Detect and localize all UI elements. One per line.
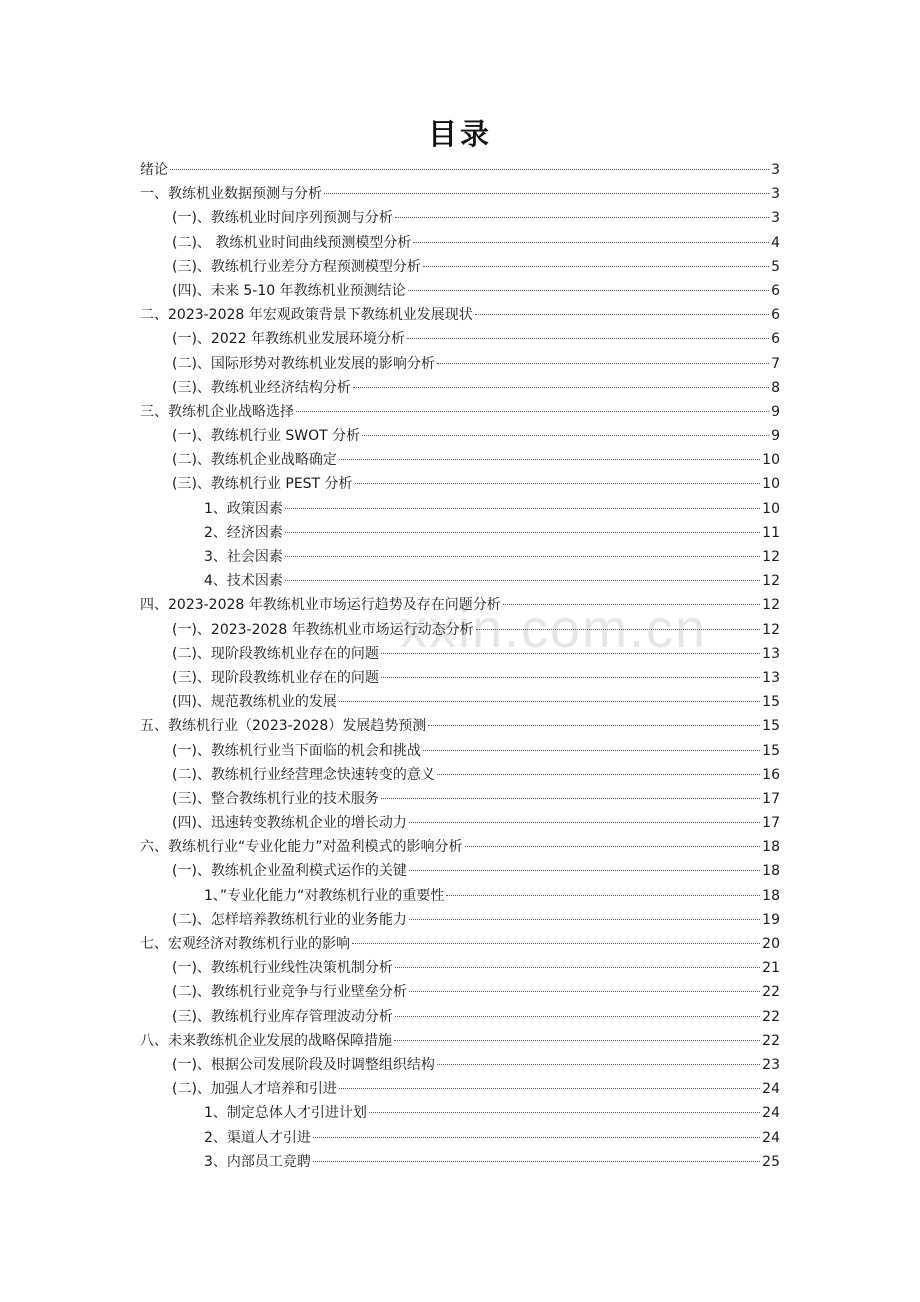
toc-page-number: 13 bbox=[762, 669, 780, 686]
toc-entry-text: 三、教练机企业战略选择 bbox=[140, 403, 294, 420]
toc-dot-leader bbox=[395, 217, 769, 218]
toc-page-number: 6 bbox=[771, 282, 780, 299]
toc-page-number: 18 bbox=[762, 887, 780, 904]
toc-entry-text: 4、技术因素 bbox=[204, 573, 283, 590]
toc-entry-text: (三)、整合教练机行业的技术服务 bbox=[172, 790, 379, 807]
toc-dot-leader bbox=[313, 1161, 760, 1162]
toc-entry-text: 2、经济因素 bbox=[204, 524, 283, 541]
toc-entry-text: (一)、2023-2028 年教练机业市场运行动态分析 bbox=[172, 621, 474, 638]
toc-list bbox=[140, 158, 780, 1174]
toc-dot-leader bbox=[413, 242, 769, 243]
toc-entry-text: 七、宏观经济对教练机行业的影响 bbox=[140, 936, 350, 952]
toc-entry-text: 六、教练机行业“专业化能力”对盈利模式的影响分析 bbox=[140, 839, 463, 856]
toc-page-number: 3 bbox=[771, 210, 780, 227]
toc-dot-leader bbox=[503, 604, 760, 605]
toc-entry-text: (一)、教练机行业当下面临的机会和挑战 bbox=[172, 742, 421, 759]
toc-entry-text: (四)、迅速转变教练机企业的增长动力 bbox=[172, 815, 407, 832]
toc-entry-text: 3、内部员工竞聘 bbox=[204, 1153, 311, 1170]
toc-dot-leader bbox=[339, 459, 760, 460]
toc-entry[interactable] bbox=[140, 424, 780, 448]
toc-entry[interactable] bbox=[140, 1150, 780, 1174]
toc-dot-leader bbox=[407, 338, 769, 339]
toc-dot-leader bbox=[408, 290, 769, 291]
toc-dot-leader bbox=[395, 1016, 760, 1017]
toc-page-number: 15 bbox=[762, 718, 780, 735]
toc-entry-text: 2、渠道人才引进 bbox=[204, 1129, 311, 1146]
toc-entry-text: 绪论 bbox=[140, 162, 168, 178]
toc-entry[interactable] bbox=[140, 618, 780, 642]
toc-entry[interactable] bbox=[140, 231, 780, 255]
toc-entry-text: (二)、教练机行业竞争与行业壁垒分析 bbox=[172, 984, 407, 1001]
toc-dot-leader bbox=[362, 435, 769, 436]
toc-entry[interactable] bbox=[140, 811, 780, 835]
toc-entry[interactable] bbox=[140, 1005, 780, 1029]
toc-entry-text: (三)、教练机业经济结构分析 bbox=[172, 379, 351, 396]
toc-entry[interactable] bbox=[140, 158, 780, 182]
toc-page-number: 6 bbox=[771, 307, 780, 324]
toc-dot-leader bbox=[437, 774, 760, 775]
toc-entry[interactable] bbox=[140, 497, 780, 521]
toc-dot-leader bbox=[428, 725, 760, 726]
toc-entry[interactable] bbox=[140, 666, 780, 690]
toc-entry[interactable] bbox=[140, 448, 780, 472]
toc-entry[interactable] bbox=[140, 859, 780, 883]
toc-entry[interactable] bbox=[140, 303, 780, 327]
toc-dot-leader bbox=[369, 1112, 760, 1113]
toc-page-number: 8 bbox=[771, 379, 780, 396]
toc-page-number: 17 bbox=[762, 815, 780, 832]
toc-dot-leader bbox=[285, 508, 760, 509]
toc-entry[interactable] bbox=[140, 835, 780, 859]
toc-entry[interactable] bbox=[140, 932, 780, 956]
toc-page-number: 12 bbox=[762, 597, 780, 614]
toc-page-number: 20 bbox=[762, 936, 780, 952]
toc-entry-text: (一)、教练机行业 SWOT 分析 bbox=[172, 428, 361, 445]
toc-dot-leader bbox=[339, 701, 760, 702]
toc-page-number: 18 bbox=[762, 839, 780, 856]
toc-dot-leader bbox=[465, 846, 761, 847]
toc-page-number: 24 bbox=[762, 1081, 780, 1098]
toc-entry-text: (一)、教练机企业盈利模式运作的关键 bbox=[172, 863, 407, 880]
toc-page-number: 5 bbox=[771, 258, 780, 275]
toc-entry-text: 五、教练机行业（2023-2028）发展趋势预测 bbox=[140, 718, 427, 735]
toc-entry-text: 二、2023-2028 年宏观政策背景下教练机业发展现状 bbox=[140, 307, 473, 324]
toc-page-number: 13 bbox=[762, 645, 780, 662]
toc-page-number: 12 bbox=[762, 621, 780, 638]
toc-page-number: 18 bbox=[762, 863, 780, 880]
toc-entry[interactable] bbox=[140, 182, 780, 206]
toc-page-number: 7 bbox=[771, 355, 780, 372]
toc-entry[interactable] bbox=[140, 327, 780, 351]
toc-entry-text: (四)、规范教练机业的发展 bbox=[172, 694, 337, 711]
toc-dot-leader bbox=[395, 967, 760, 968]
toc-entry[interactable] bbox=[140, 956, 780, 980]
toc-page-number: 6 bbox=[771, 331, 780, 348]
toc-dot-leader bbox=[285, 580, 760, 581]
watermark-text: xxin.com.cn bbox=[400, 599, 708, 659]
toc-entry[interactable] bbox=[140, 980, 780, 1004]
toc-dot-leader bbox=[285, 532, 760, 533]
toc-entry-text: (三)、教练机行业差分方程预测模型分析 bbox=[172, 258, 421, 275]
toc-dot-leader bbox=[296, 411, 769, 412]
toc-entry[interactable] bbox=[140, 521, 780, 545]
toc-dot-leader bbox=[409, 822, 760, 823]
toc-page-number: 10 bbox=[762, 500, 780, 517]
toc-entry[interactable] bbox=[140, 472, 780, 496]
toc-entry-text: (二)、教练机行业经营理念快速转变的意义 bbox=[172, 766, 435, 783]
toc-page-number: 3 bbox=[771, 186, 780, 203]
toc-entry[interactable] bbox=[140, 569, 780, 593]
toc-page-number: 22 bbox=[762, 984, 780, 1001]
toc-dot-leader bbox=[423, 750, 760, 751]
toc-entry-text: (二)、现阶段教练机业存在的问题 bbox=[172, 645, 379, 662]
toc-page-number: 4 bbox=[771, 234, 780, 251]
toc-entry-text: 1、”专业化能力“对教练机行业的重要性 bbox=[204, 887, 445, 904]
toc-entry[interactable] bbox=[140, 206, 780, 230]
toc-entry-text: 一、教练机业数据预测与分析 bbox=[140, 186, 322, 203]
toc-entry[interactable] bbox=[140, 545, 780, 569]
toc-entry-text: 八、未来教练机企业发展的战略保障措施 bbox=[140, 1032, 392, 1049]
toc-entry-text: 1、政策因素 bbox=[204, 500, 283, 517]
toc-dot-leader bbox=[437, 363, 769, 364]
toc-page-number: 22 bbox=[762, 1008, 780, 1025]
toc-page-number: 21 bbox=[762, 960, 780, 977]
toc-page-number: 25 bbox=[762, 1153, 780, 1170]
toc-dot-leader bbox=[381, 798, 760, 799]
toc-dot-leader bbox=[353, 387, 769, 388]
toc-dot-leader bbox=[409, 870, 760, 871]
toc-entry[interactable] bbox=[140, 763, 780, 787]
toc-entry-text: (四)、未来 5-10 年教练机业预测结论 bbox=[172, 282, 406, 299]
toc-page-number: 22 bbox=[762, 1032, 780, 1049]
toc-title: 目录 bbox=[427, 117, 492, 151]
toc-dot-leader bbox=[324, 193, 769, 194]
toc-entry[interactable] bbox=[140, 1053, 780, 1077]
toc-entry-text: (二)、怎样培养教练机行业的业务能力 bbox=[172, 911, 407, 928]
toc-entry-text: (三)、教练机行业库存管理波动分析 bbox=[172, 1008, 393, 1025]
toc-entry[interactable] bbox=[140, 908, 780, 932]
toc-page-number: 24 bbox=[762, 1105, 780, 1122]
toc-dot-leader bbox=[381, 677, 760, 678]
toc-page-number: 15 bbox=[762, 694, 780, 711]
toc-entry-text: 3、社会因素 bbox=[204, 549, 283, 565]
toc-page-number: 11 bbox=[762, 524, 780, 541]
toc-entry[interactable] bbox=[140, 714, 780, 738]
toc-entry[interactable] bbox=[140, 884, 780, 908]
toc-entry-text: (一)、2022 年教练机业发展环境分析 bbox=[172, 331, 406, 348]
toc-dot-leader bbox=[339, 1088, 760, 1089]
toc-dot-leader bbox=[313, 1137, 760, 1138]
toc-entry-text: (一)、教练机行业线性决策机制分析 bbox=[172, 960, 393, 977]
toc-dot-leader bbox=[446, 895, 760, 896]
toc-dot-leader bbox=[409, 919, 760, 920]
toc-entry[interactable] bbox=[140, 1101, 780, 1125]
toc-dot-leader bbox=[476, 629, 760, 630]
toc-entry-text: (三)、现阶段教练机业存在的问题 bbox=[172, 669, 379, 686]
toc-entry[interactable] bbox=[140, 593, 780, 617]
toc-entry[interactable] bbox=[140, 255, 780, 279]
toc-page-number: 23 bbox=[762, 1056, 780, 1073]
toc-entry-text: (三)、教练机行业 PEST 分析 bbox=[172, 476, 353, 493]
toc-entry-text: (二)、国际形势对教练机业发展的影响分析 bbox=[172, 355, 435, 372]
toc-entry-text: 1、制定总体人才引进计划 bbox=[204, 1105, 367, 1122]
toc-entry[interactable] bbox=[140, 642, 780, 666]
toc-dot-leader bbox=[409, 991, 760, 992]
toc-entry-text: (二)、 教练机业时间曲线预测模型分析 bbox=[172, 234, 412, 251]
toc-page-number: 15 bbox=[762, 742, 780, 759]
toc-page-number: 24 bbox=[762, 1129, 780, 1146]
toc-page-number: 9 bbox=[771, 403, 780, 420]
toc-entry[interactable] bbox=[140, 400, 780, 424]
toc-entry[interactable] bbox=[140, 739, 780, 763]
toc-dot-leader bbox=[355, 483, 761, 484]
toc-entry-text: (一)、根据公司发展阶段及时调整组织结构 bbox=[172, 1056, 435, 1073]
toc-dot-leader bbox=[170, 169, 769, 170]
toc-entry-text: (二)、加强人才培养和引进 bbox=[172, 1081, 337, 1098]
toc-entry-text: (一)、教练机业时间序列预测与分析 bbox=[172, 210, 393, 227]
toc-page-number: 10 bbox=[762, 476, 780, 493]
toc-page-number: 12 bbox=[762, 549, 780, 565]
toc-dot-leader bbox=[381, 653, 760, 654]
toc-dot-leader bbox=[394, 1040, 760, 1041]
toc-dot-leader bbox=[437, 1064, 760, 1065]
toc-page-number: 12 bbox=[762, 573, 780, 590]
toc-entry[interactable] bbox=[140, 1029, 780, 1053]
toc-entry[interactable] bbox=[140, 1126, 780, 1150]
toc-dot-leader bbox=[285, 556, 760, 557]
toc-entry[interactable] bbox=[140, 787, 780, 811]
toc-entry[interactable] bbox=[140, 279, 780, 303]
toc-page-number: 17 bbox=[762, 790, 780, 807]
toc-dot-leader bbox=[475, 314, 769, 315]
toc-page-number: 9 bbox=[771, 428, 780, 445]
toc-page-number: 19 bbox=[762, 911, 780, 928]
toc-entry-text: 四、2023-2028 年教练机业市场运行趋势及存在问题分析 bbox=[140, 597, 501, 614]
toc-entry[interactable] bbox=[140, 352, 780, 376]
toc-page-number: 3 bbox=[771, 162, 780, 178]
toc-page-number: 10 bbox=[762, 452, 780, 469]
toc-page-number: 16 bbox=[762, 766, 780, 783]
toc-entry[interactable] bbox=[140, 376, 780, 400]
toc-entry[interactable] bbox=[140, 1077, 780, 1101]
toc-dot-leader bbox=[352, 943, 760, 944]
toc-dot-leader bbox=[423, 266, 769, 267]
toc-entry[interactable] bbox=[140, 690, 780, 714]
toc-entry-text: (二)、教练机企业战略确定 bbox=[172, 452, 337, 469]
